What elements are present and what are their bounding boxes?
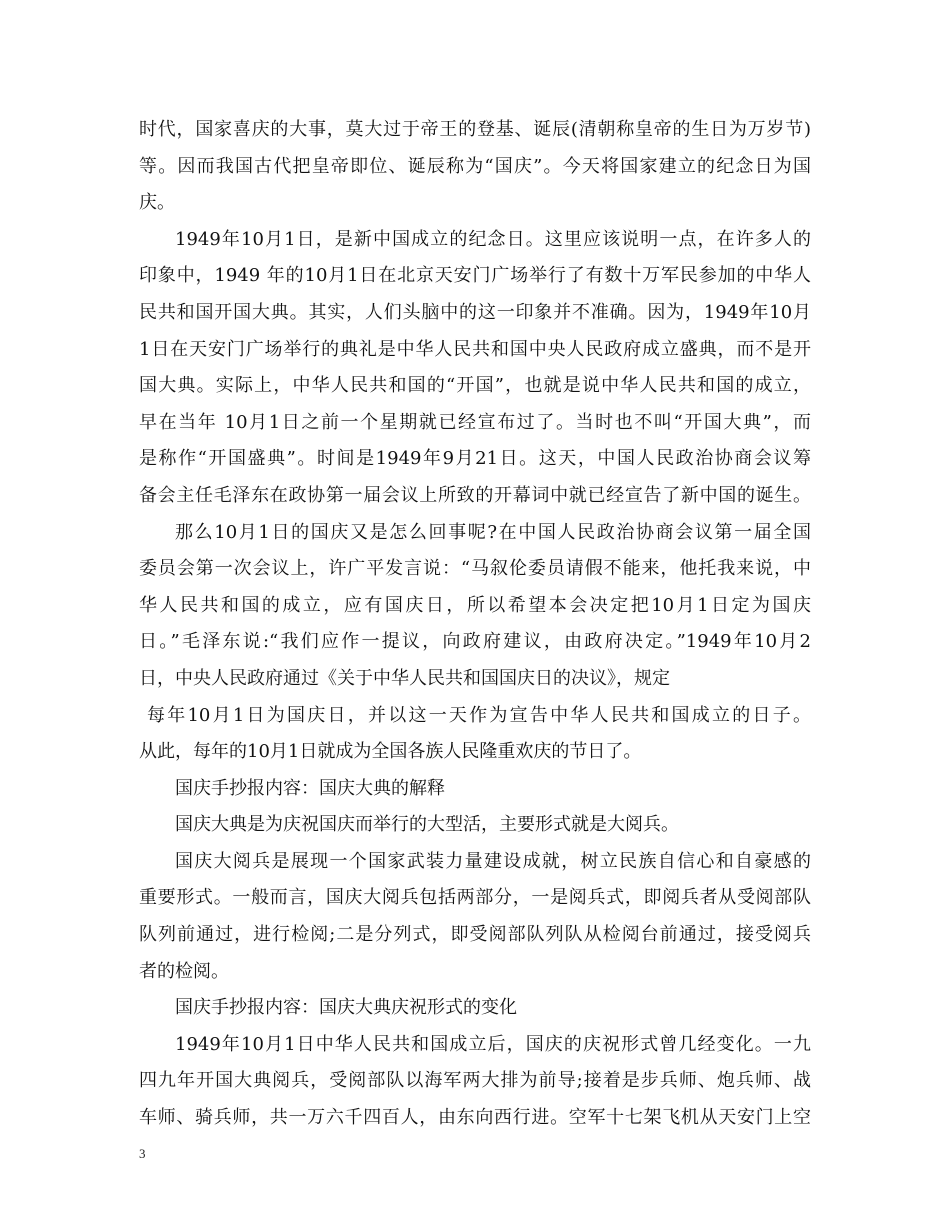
text-line: 时代，国家喜庆的大事，莫大过于帝王的登基、诞辰(清朝称皇帝的生日为万岁节) <box>139 119 811 140</box>
text-line: 是称作“开国盛典”。时间是1949年9月21日。这天，中国人民政治协商会议筹 <box>139 448 811 470</box>
text-line: 备会主任毛泽东在政协第一届会议上所致的开幕词中就已经宣告了新中国的诞生。 <box>139 484 811 506</box>
text-line: 庆。 <box>139 192 175 214</box>
text-line: 国庆手抄报内容：国庆大典的解释 <box>175 777 445 799</box>
text-line: 国庆手抄报内容：国庆大典庆祝形式的变化 <box>175 997 517 1019</box>
text-line: 重要形式。一般而言，国庆大阅兵包括两部分，一是阅兵式，即阅兵者从受阅部队 <box>139 887 811 909</box>
text-line: 每年10月1日为国庆日，并以这一天作为宣告中华人民共和国成立的日子。 <box>147 704 811 726</box>
text-line: 那么10月1日的国庆又是怎么回事呢?在中国人民政治协商会议第一届全国 <box>175 521 811 543</box>
text-line: 国庆大阅兵是展现一个国家武装力量建设成就，树立民族自信心和自豪感的 <box>175 850 811 872</box>
text-line: 从此，每年的10月1日就成为全国各族人民隆重欢庆的节日了。 <box>139 741 642 763</box>
page-number: 3 <box>139 1146 146 1161</box>
document-body <box>139 112 811 1137</box>
text-line: 等。因而我国古代把皇帝即位、诞辰称为“国庆”。今天将国家建立的纪念日为国 <box>139 155 811 177</box>
text-line: 者的检阅。 <box>139 960 229 982</box>
text-line: 华人民共和国的成立，应有国庆日，所以希望本会决定把10月1日定为国庆 <box>139 594 811 616</box>
text-line: 四九年开国大典阅兵，受阅部队以海军两大排为前导;接着是步兵师、炮兵师、战 <box>139 1070 811 1092</box>
text-line: 国庆大典是为庆祝国庆而举行的大型活，主要形式就是大阅兵。 <box>175 814 679 836</box>
text-line: 日。”毛泽东说:“我们应作一提议，向政府建议，由政府决定。”1949年10月2 <box>139 631 811 653</box>
text-line: 民共和国开国大典。其实，人们头脑中的这一印象并不准确。因为，1949年10月 <box>139 301 811 323</box>
text-line: 1日在天安门广场举行的典礼是中华人民共和国中央人民政府成立盛典，而不是开 <box>139 338 811 360</box>
text-line: 1949年10月1日，是新中国成立的纪念日。这里应该说明一点，在许多人的 <box>175 228 811 250</box>
text-line: 委员会第一次会议上，许广平发言说：“马叙伦委员请假不能来，他托我来说，中 <box>139 558 811 580</box>
text-line: 早在当年 10月1日之前一个星期就已经宣布过了。当时也不叫“开国大典”，而 <box>139 411 811 433</box>
text-line: 国大典。实际上，中华人民共和国的“开国”，也就是说中华人民共和国的成立， <box>139 375 811 397</box>
text-line: 1949年10月1日中华人民共和国成立后，国庆的庆祝形式曾几经变化。一九 <box>175 1033 811 1055</box>
text-line: 日，中央人民政府通过《关于中华人民共和国国庆日的决议》，规定 <box>139 667 670 689</box>
text-line: 车师、骑兵师，共一万六千四百人，由东向西行进。空军十七架飞机从天安门上空 <box>139 1107 811 1129</box>
text-line: 队列前通过，进行检阅;二是分列式，即受阅部队列队从检阅台前通过，接受阅兵 <box>139 924 811 946</box>
text-line: 印象中，1949 年的10月1日在北京天安门广场举行了有数十万军民参加的中华人 <box>139 265 811 287</box>
